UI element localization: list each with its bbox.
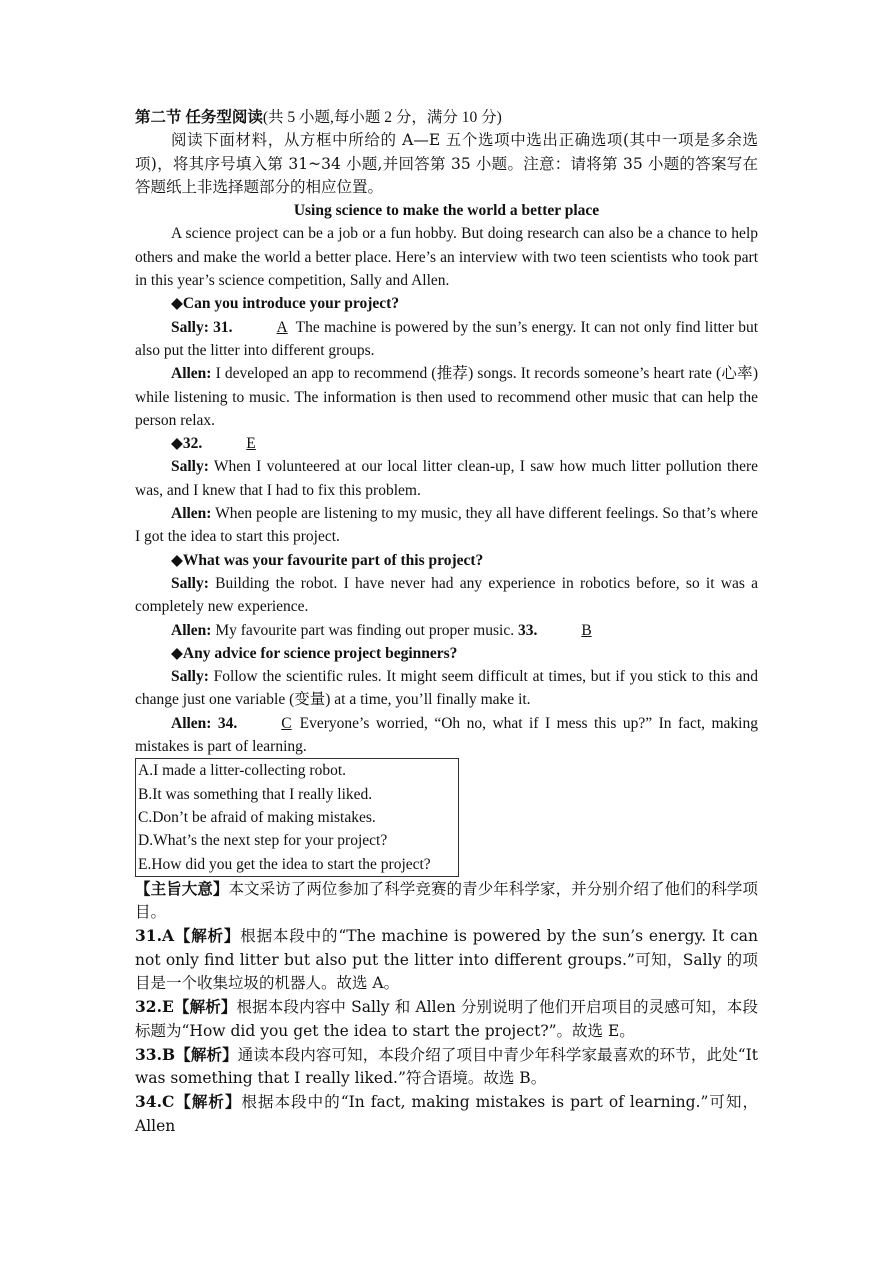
analysis-label: 33.B【解析】 xyxy=(135,1044,238,1064)
speaker-label: Allen: 34. xyxy=(171,714,238,732)
question-2-label: ◆32. xyxy=(171,435,203,453)
question-4 xyxy=(135,642,758,665)
analysis-summary xyxy=(135,877,758,925)
analysis-32 xyxy=(135,995,758,1043)
allen-answer-4 xyxy=(135,712,758,759)
option-c: C.Don’t be afraid of making mistakes. xyxy=(138,808,376,826)
question-2 xyxy=(135,432,758,455)
answer-blank-34: C xyxy=(281,714,292,732)
blank-number: 33. xyxy=(517,621,538,639)
speaker-label: Sally: xyxy=(171,574,209,592)
question-1-text: ◆Can you introduce your project? xyxy=(171,295,400,313)
section-heading-rest: (共 5 小题,每小题 2 分，满分 10 分) xyxy=(262,109,502,126)
question-1 xyxy=(135,292,758,315)
analysis-label: 32.E【解析】 xyxy=(135,997,237,1017)
analysis-31 xyxy=(135,924,758,995)
analysis-33 xyxy=(135,1043,758,1091)
speaker-label: Sally: xyxy=(171,668,209,686)
allen-answer-2 xyxy=(135,502,758,549)
analysis-text: 本文采访了两位参加了科学竞赛的青少年科学家，并分别介绍了他们的科学项目。 xyxy=(135,879,758,922)
answer-blank-31: A xyxy=(276,318,288,336)
question-4-text: ◆Any advice for science project beginners? xyxy=(171,644,458,662)
allen-answer-1 xyxy=(135,362,758,432)
speaker-label: Allen: xyxy=(171,365,212,383)
analysis-label: 【主旨大意】 xyxy=(135,878,229,898)
speaker-label: Allen: xyxy=(171,505,212,523)
section-heading xyxy=(135,106,758,129)
speaker-label: Sally: xyxy=(171,458,209,476)
analysis-text: 通读本段内容可知，本段介绍了项目中青少年科学家最喜欢的环节，此处“It was something that I really liked.”符合语境。故选 B。 xyxy=(135,1045,758,1088)
answer-text: Building the robot. I have never had any experience in robotics before, so it was a completely new experience. xyxy=(135,574,758,616)
article-title xyxy=(135,199,758,222)
sally-answer-3 xyxy=(135,572,758,619)
section-heading-bold: 第二节 任务型阅读 xyxy=(135,109,263,126)
document-page xyxy=(135,106,758,1138)
answer-blank-32: E xyxy=(246,435,256,453)
option-a: A.I made a litter-collecting robot. xyxy=(138,762,347,780)
article-title-text: Using science to make the world a better place xyxy=(293,202,600,220)
analysis-label: 31.A【解析】 xyxy=(135,926,241,946)
answer-text: When people are listening to my music, they all have different feelings. So that’s where I got the idea to start this project. xyxy=(135,505,758,546)
sally-answer-2 xyxy=(135,455,758,502)
answer-text: My favourite part was finding out proper music. xyxy=(215,621,515,639)
question-3-text: ◆What was your favourite part of this project? xyxy=(171,551,484,569)
sally-answer-1 xyxy=(135,316,758,363)
answer-text: When I volunteered at our local litter clean-up, I saw how much litter pollution there was, and I knew that I had to fix this problem. xyxy=(135,458,758,499)
option-e: E.How did you get the idea to start the project? xyxy=(138,855,431,873)
answer-text: Everyone’s worried, “Oh no, what if I mess this up?” In fact, making mistakes is part of learning. xyxy=(135,714,758,756)
sally-answer-4 xyxy=(135,665,758,712)
section-instructions: 阅读下面材料，从方框中所给的 A—E 五个选项中选出正确选项(其中一项是多余选项)，将其序号填入第 31~34 小题,并回答第 35 小题。注意：请将第 35 小题的答案写在答题纸上非选择题部分的相应位置。 xyxy=(135,131,758,196)
analysis-text: 根据本段中的“The machine is powered by the sun’s energy. It can not only find litter but also put the litter into different groups.”可知，Sally 的项目是一个收集垃圾的机器人。故选 A。 xyxy=(135,927,758,992)
answer-text: Follow the scientific rules. It might seem difficult at times, but if you stick to this and change just one variable (变量) at a time, you’ll finally make it. xyxy=(135,668,758,709)
article-intro: A science project can be a job or a fun hobby. But doing research can also be a chance to help others and make the world a better place. Here’s an interview with two teen scientists who took part in this year’s science competition, Sally and Allen. xyxy=(135,225,758,290)
speaker-label: Sally: 31. xyxy=(171,318,233,336)
analysis-text: 根据本段中的“In fact, making mistakes is part of learning.”可知，Allen xyxy=(135,1093,758,1135)
allen-answer-3 xyxy=(135,619,758,642)
option-b: B.It was something that I really liked. xyxy=(138,785,373,803)
answer-text: The machine is powered by the sun’s energy. It can not only find litter but also put the litter into different groups. xyxy=(135,318,759,359)
answer-text: I developed an app to recommend (推荐) songs. It records someone’s heart rate (心率) while listening to music. The information is then used to recommend other music that can help the person relax. xyxy=(135,365,758,429)
analysis-34 xyxy=(135,1090,758,1138)
answer-blank-33: B xyxy=(581,621,592,639)
question-3 xyxy=(135,549,758,572)
speaker-label: Allen: xyxy=(171,621,212,639)
option-d: D.What’s the next step for your project? xyxy=(138,832,388,850)
analysis-text: 根据本段内容中 Sally 和 Allen 分别说明了他们开启项目的灵感可知，本段标题为“How did you get the idea to start the project?”。故选 E。 xyxy=(135,998,758,1040)
options-box xyxy=(135,758,459,876)
analysis-label: 34.C【解析】 xyxy=(135,1092,242,1112)
